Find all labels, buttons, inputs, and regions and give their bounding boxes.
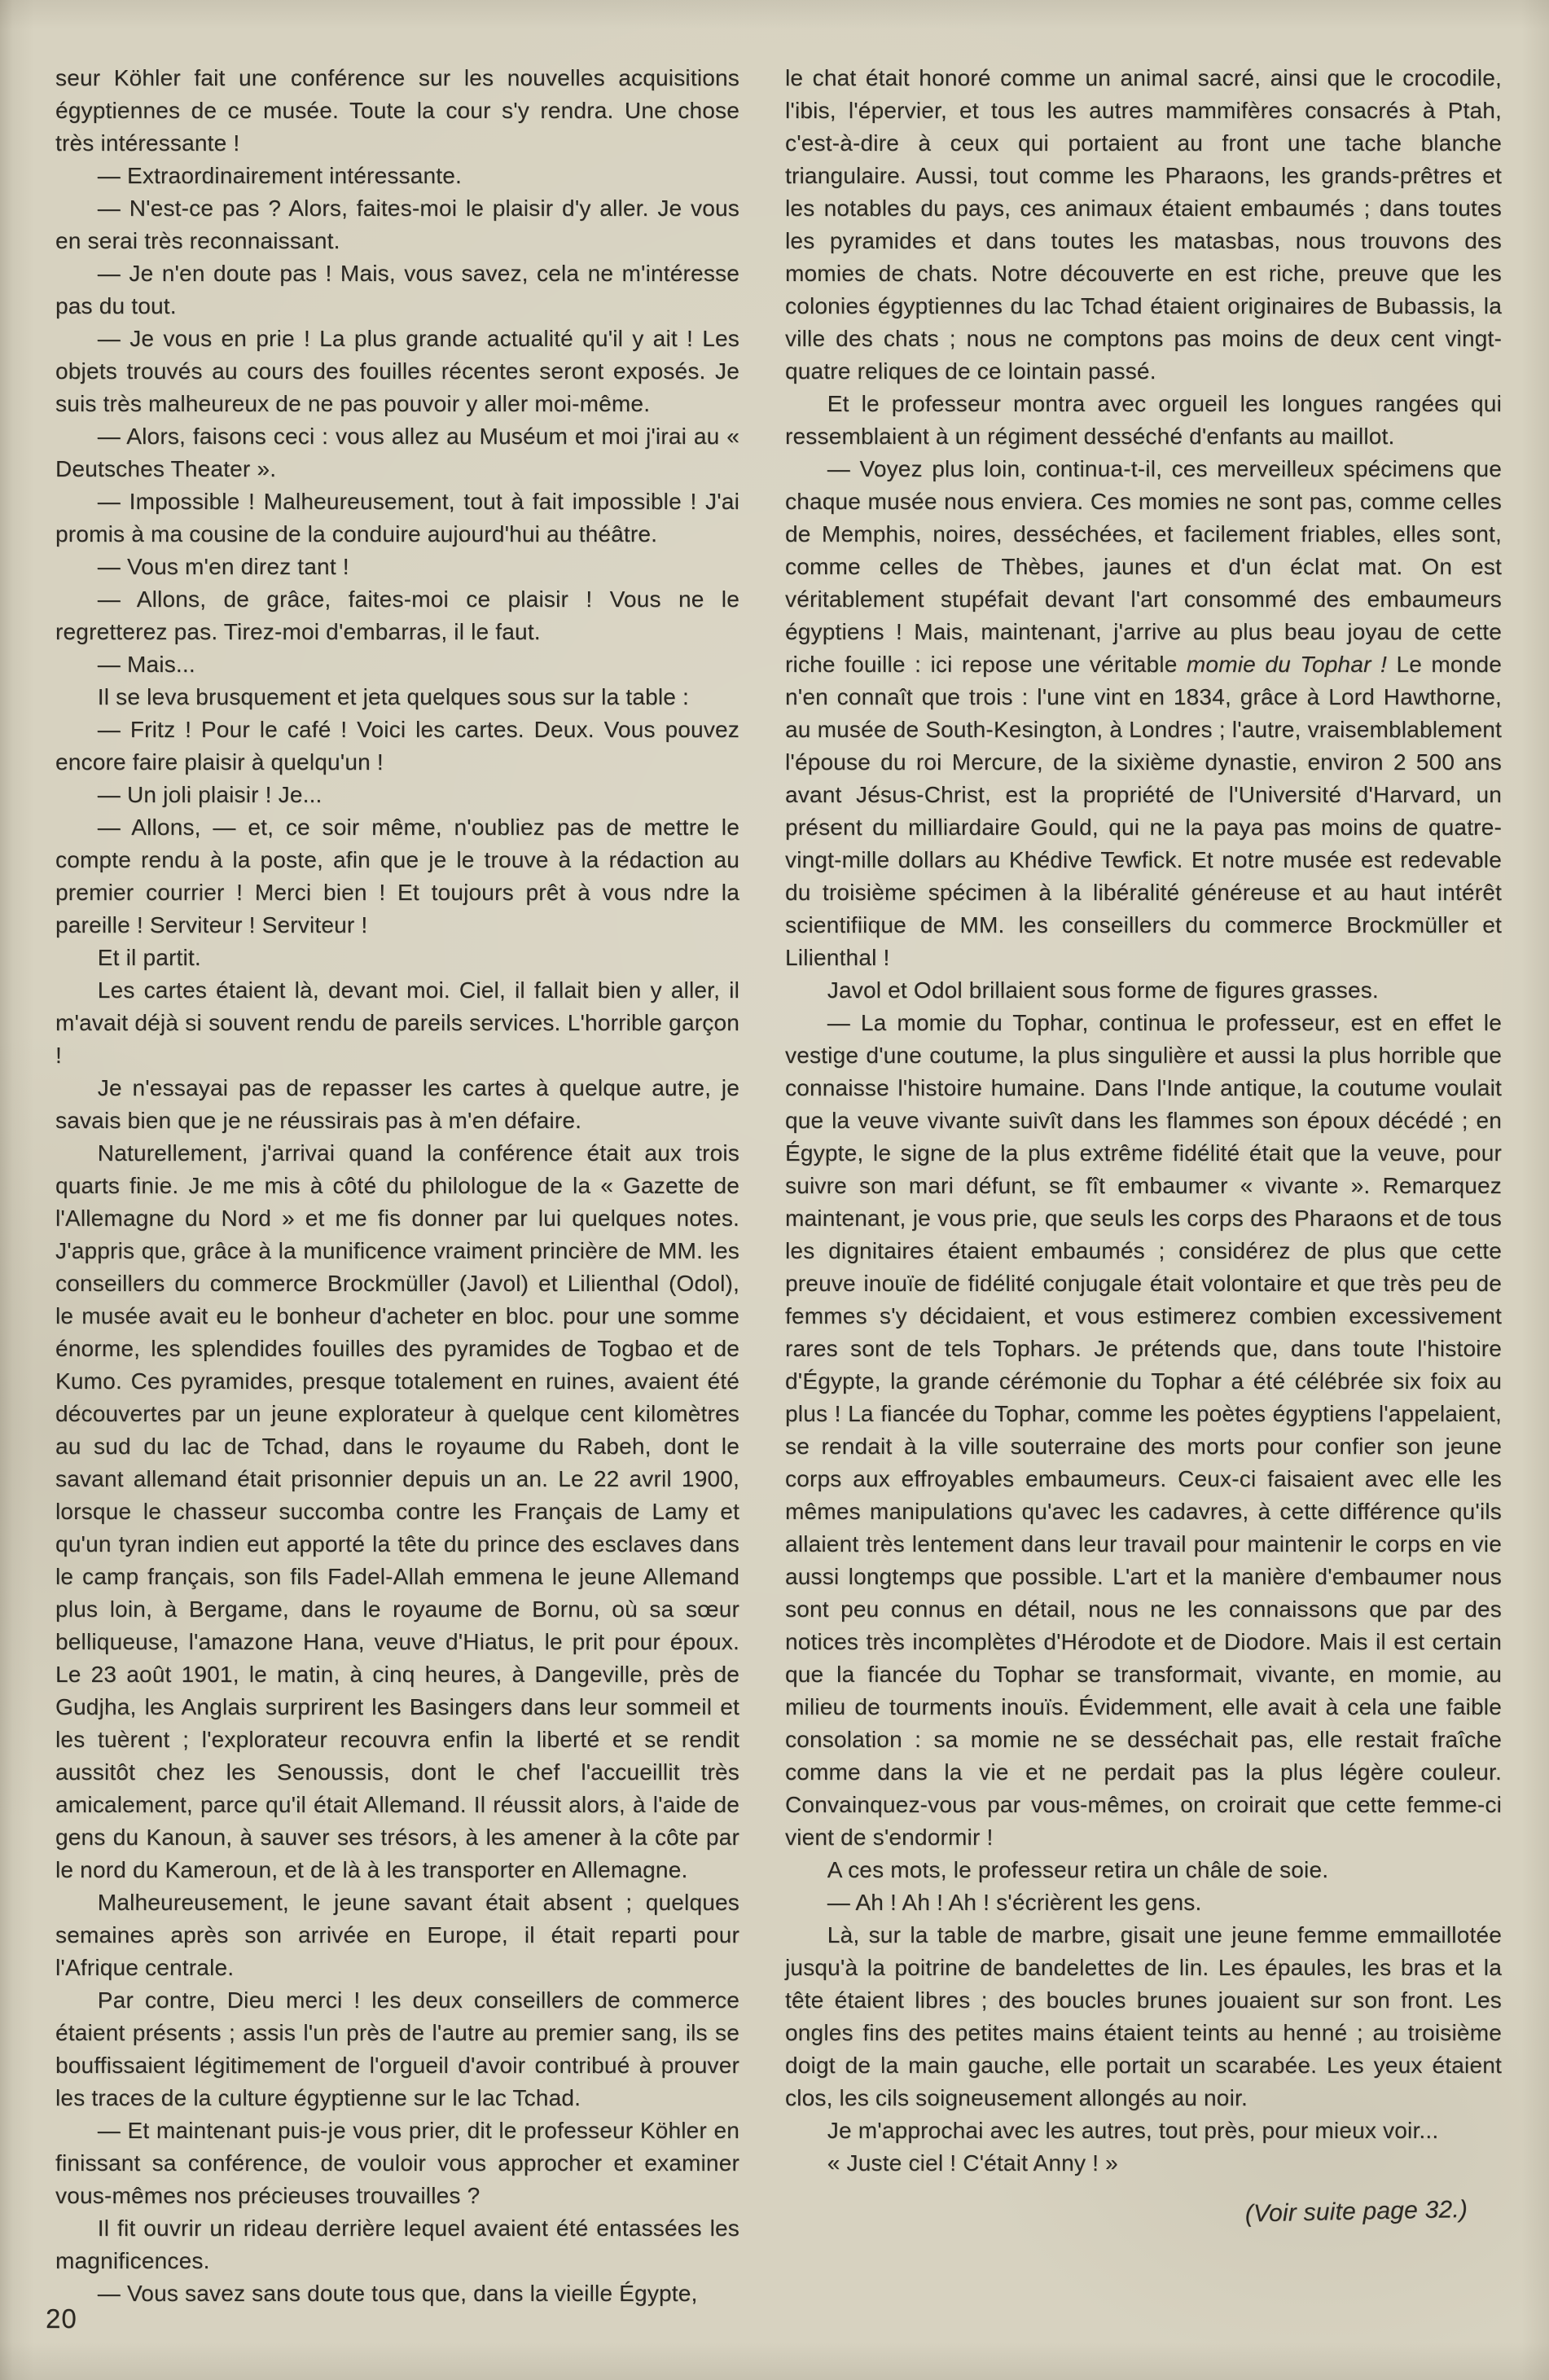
paragraph: — Allons, de grâce, faites-moi ce plaisir ! Vous ne le regretterez pas. Tirez-moi d'embarras, il le faut. xyxy=(55,586,739,644)
paragraph: Et il partit. xyxy=(97,945,201,970)
paragraph: Là, sur la table de marbre, gisait une jeune femme emmaillotée jusqu'à la poitrine de bandelettes de lin. Les épaules, les bras et la tête étaient libres ; des boucles brunes jouaient sur son front. Les ongles fins des petites mains étaient teints au henné ; au troisième doigt de la main gauche, elle portait un scarabée. Les yeux étaient clos, les cils soigneusement allongés au noir. xyxy=(785,1922,1502,2110)
paragraph: — Et maintenant puis-je vous prier, dit le professeur Köhler en finissant sa conférence, de vouloir vous approcher et examiner vous-mêmes nos précieuses trouvailles ? xyxy=(55,2118,739,2208)
paragraph: — Ah ! Ah ! Ah ! s'écrièrent les gens. xyxy=(827,1890,1202,1915)
paragraph: — Impossible ! Malheureusement, tout à fait impossible ! J'ai promis à ma cousine de la conduire aujourd'hui au théâtre. xyxy=(55,489,739,547)
paragraph: — Mais... xyxy=(97,652,195,677)
paragraph: Et le professeur montra avec orgueil les longues rangées qui ressemblaient à un régiment desséché d'enfants au maillot. xyxy=(785,391,1502,449)
paragraph: — Extraordinairement intéressante. xyxy=(97,163,463,188)
paragraph: — Voyez plus loin, continua-t-il, ces merveilleux spécimens que chaque musée nous enviera. Ces momies ne sont pas, comme celles de Memphis, noires, desséchées, et facilement friables, elles sont, comme celles de Thèbes, jaunes et d'un éclat mat. On est véritablement stupéfait devant l'art consommé des embaumeurs égyptiens ! Mais, maintenant, j'arrive au plus beau joyau de cette riche fouille : ici repose une véritable momie du Tophar ! Le monde n'en connaît que trois : l'une vint en 1834, grâce à Lord Hawthorne, au musée de South-Kesington, à Londres ; l'autre, vraisemblablement l'épouse du roi Mercure, de la sixième dynastie, environ 2 500 ans avant Jésus-Christ, est la propriété de l'Université d'Harvard, un présent du milliardaire Gould, qui ne la paya pas moins de quatre-vingt-mille dollars au Khédive Tewfick. Et notre musée est redevable du troisième spécimen à la libéralité généreuse et au haut intérêt scientifiique de MM. les conseillers du commerce Brockmüller et Lilienthal ! xyxy=(785,456,1503,970)
paragraph: — Vous savez sans doute tous que, dans la vieille Égypte, xyxy=(97,2281,698,2306)
paragraph: — Je n'en doute pas ! Mais, vous savez, cela ne m'intéresse pas du tout. xyxy=(55,261,739,318)
paragraph: — Un joli plaisir ! Je... xyxy=(97,782,323,807)
paragraph: — Fritz ! Pour le café ! Voici les cartes. Deux. Vous pouvez encore faire plaisir à quelqu'un ! xyxy=(55,717,739,775)
paragraph: Malheureusement, le jeune savant était absent ; quelques semaines après son arrivée en Europe, il était reparti pour l'Afrique centrale. xyxy=(55,1890,739,1980)
paragraph: le chat était honoré comme un animal sacré, ainsi que le crocodile, l'ibis, l'épervier, et tous les autres mammifères consacrés à Ptah, c'est-à-dire à ceux qui portaient au front une tache blanche triangulaire. Aussi, tout comme les Pharaons, les grands-prêtres et les notables du pays, ces animaux étaient embaumés ; dans toutes les pyramides et dans toutes les matasbas, nous trouvons des momies de chats. Notre découverte en est riche, preuve que les colonies égyptiennes du lac Tchad étaient originaires de Bubassis, la ville des chats ; nous ne comptons pas moins de deux cent vingt-quatre reliques de ce lointain passé. xyxy=(785,65,1502,384)
paragraph: seur Köhler fait une conférence sur les nouvelles acquisitions égyptiennes de ce musée. Toute la cour s'y rendra. Une chose très intéressante ! xyxy=(55,65,739,156)
paragraph: — Allons, — et, ce soir même, n'oubliez pas de mettre le compte rendu à la poste, afin que je le trouve à la rédaction au premier courrier ! Merci bien ! Et toujours prêt à vous ndre la pareille ! Serviteur ! Serviteur ! xyxy=(55,815,739,938)
paragraph: — Alors, faisons ceci : vous allez au Muséum et moi j'irai au « Deutsches Theater ». xyxy=(55,424,739,481)
paragraph: Il fit ouvrir un rideau derrière lequel avaient été entassées les magnificences. xyxy=(55,2215,739,2273)
paragraph: — Je vous en prie ! La plus grande actualité qu'il y ait ! Les objets trouvés au cours des fouilles récentes seront exposés. Je suis très malheureux de ne pas pouvoir y aller moi-même. xyxy=(55,326,739,416)
paragraph: Par contre, Dieu merci ! les deux conseillers de commerce étaient présents ; assis l'un près de l'autre au premier sang, ils se bouffissaient légitimement de l'orgueil d'avoir contribué à prouver les traces de la culture égyptienne sur le lac Tchad. xyxy=(55,1987,739,2110)
text-column-right xyxy=(785,62,1502,2310)
paragraph: — La momie du Tophar, continua le professeur, est en effet le vestige d'une coutume, la plus singulière et aussi la plus horrible que connaisse l'histoire humaine. Dans l'Inde antique, la coutume voulait que la veuve vivante suivît dans les flammes son époux décédé ; en Égypte, le signe de la plus extrême fidélité était que la veuve, pour suivre son mari défunt, se fît embaumer « vivante ». Remarquez maintenant, je vous prie, que seuls les corps des Pharaons et de tous les dignitaires étaient embaumés ; considérez de plus que cette preuve inouïe de fidélité conjugale était volontaire et que très peu de femmes s'y décidaient, et vous estimerez combien excessivement rares sont de tels Tophars. Je prétends que, dans toute l'histoire d'Égypte, la grande cérémonie du Tophar a été célébrée six foix au plus ! La fiancée du Tophar, comme les poètes égyptiens l'appelaient, se rendait à la ville souterraine des morts pour confier son jeune corps aux effroyables embaumeurs. Ceux-ci faisaient avec elle les mêmes manipulations qu'avec les cadavres, à cette différence qu'ils allaient très lentement dans leur travail pour maintenir le corps en vie aussi longtemps que possible. L'art et la manière d'embaumer nous sont peu connus en détail, nous ne les connaissons que par des notices très incomplètes d'Hérodote et de Diodore. Mais il est certain que la fiancée du Tophar se transformait, vivante, en momie, au milieu de tourments inouïs. Évidemment, elle avait à cela une faible consolation : sa momie ne se desséchait pas, elle restait fraîche comme dans la vie et ne perdait pas la plus légère couleur. Convainquez-vous par vous-mêmes, on croirait que cette femme-ci vient de s'endormir ! xyxy=(785,1010,1502,1850)
paragraph: Je n'essayai pas de repasser les cartes à quelque autre, je savais bien que je ne réussirais pas à m'en défaire. xyxy=(55,1075,739,1133)
paragraph: Javol et Odol brillaient sous forme de figures grasses. xyxy=(827,977,1379,1003)
paragraph: Il se leva brusquement et jeta quelques sous sur la table : xyxy=(97,684,690,709)
paragraph: A ces mots, le professeur retira un châle de soie. xyxy=(827,1857,1329,1882)
paragraph: — N'est-ce pas ? Alors, faites-moi le plaisir d'y aller. Je vous en serai très reconnaissant. xyxy=(55,195,739,253)
paragraph: Naturellement, j'arrivai quand la conférence était aux trois quarts finie. Je me mis à côté du philologue de la « Gazette de l'Allemagne du Nord » et me fis donner par lui quelques notes. J'appris que, grâce à la munificence vraiment princière de MM. les conseillers du commerce Brockmüller (Javol) et Lilienthal (Odol), le musée avait eu le bonheur d'acheter en bloc. pour une somme énorme, les splendides fouilles des pyramides de Togbao et de Kumo. Ces pyramides, presque totalement en ruines, avaient été découvertes par un jeune explorateur à quelque cent kilomètres au sud du lac de Tchad, dans le royaume du Rabeh, dont le savant allemand était prisonnier depuis un an. Le 22 avril 1900, lorsque le chasseur succomba contre les Français de Lamy et qu'un tyran indien eut apporté la tête du prince des esclaves dans le camp français, son fils Fadel-Allah emmena le jeune Allemand plus loin, à Bergame, dans le royaume de Bornu, où sa sœur belliqueuse, l'amazone Hana, veuve d'Hiatus, le prit pour époux. Le 23 août 1901, le matin, à cinq heures, à Dangeville, près de Gudjha, les Anglais surprirent les Basingers dans leur sommeil et les tuèrent ; l'explorateur recouvra enfin la liberté et se rendit aussitôt chez les Senoussis, dont le chef l'accueillit très amicalement, parce qu'il était Allemand. Il réussit alors, à l'aide de gens du Kanoun, à sauver ses trésors, à les amener à la côte par le nord du Kameroun, et de là à les transporter en Allemagne. xyxy=(55,1140,739,1882)
text-column-left xyxy=(55,62,739,2310)
paragraph: « Juste ciel ! C'était Anny ! » xyxy=(827,2150,1118,2176)
paragraph: — Vous m'en direz tant ! xyxy=(97,554,349,579)
page-number: 20 xyxy=(46,2303,77,2334)
continuation-note: (Voir suite page 32.) xyxy=(1244,2195,1468,2228)
paragraph: Les cartes étaient là, devant moi. Ciel, il fallait bien y aller, il m'avait déjà si souvent rendu de pareils services. L'horrible garçon ! xyxy=(55,977,739,1068)
paragraph: Je m'approchai avec les autres, tout près, pour mieux voir... xyxy=(827,2118,1439,2143)
